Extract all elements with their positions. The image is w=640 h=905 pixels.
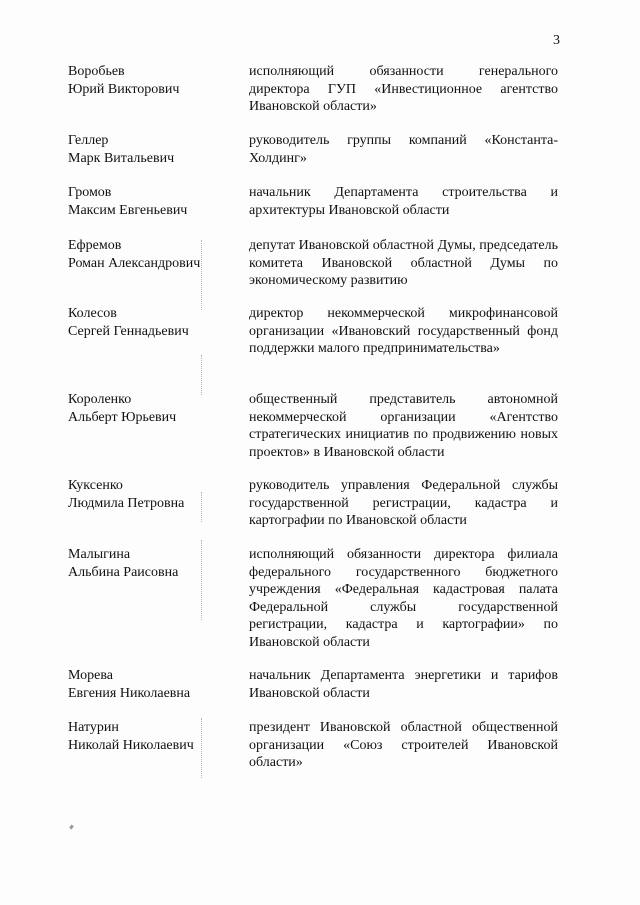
member-name: [68, 667, 238, 702]
member-name: [68, 132, 238, 167]
member-position: руководитель группы компаний «Константа-Холдинг»: [249, 133, 558, 166]
scan-artifact-line: [201, 492, 203, 522]
member-surname: Громов: [68, 185, 112, 200]
member-position: исполняющий обязанности директора филиала федерального государственного бюджетного учреждения «Федеральная кадастровая палата Федеральной службы государственной регистрации, кадастра и картографии» по Ивановской области: [249, 547, 558, 650]
member-name: [68, 237, 238, 272]
member-position: начальник Департамента энергетики и тарифов Ивановской области: [249, 668, 558, 701]
member-given-names: Альберт Юрьевич: [68, 409, 177, 425]
scan-artifact-line: [201, 718, 203, 778]
member-name: [68, 546, 238, 581]
member-given-names: Сергей Геннадьевич: [68, 323, 189, 339]
member-given-names: Людмила Петровна: [68, 495, 185, 511]
member-surname: Короленко: [68, 392, 132, 407]
member-given-names: Евгения Николаевна: [68, 685, 191, 701]
member-surname: Ефремов: [68, 238, 122, 253]
member-surname: Воробьев: [68, 64, 125, 79]
scan-artifact-line: [201, 540, 203, 620]
member-name: [68, 391, 238, 426]
member-given-names: Юрий Викторович: [68, 81, 180, 97]
member-name: [68, 184, 238, 219]
member-position: директор некоммерческой микрофинансовой организации «Ивановский государственный фонд поддержки малого предпринимательства»: [249, 306, 558, 357]
member-surname: Колесов: [68, 306, 117, 321]
member-name: [68, 305, 238, 340]
member-position: исполняющий обязанности генерального директора ГУП «Инвестиционное агентство Ивановской области»: [249, 64, 558, 115]
member-given-names: Марк Витальевич: [68, 150, 175, 166]
member-surname: Морева: [68, 668, 113, 683]
member-position: депутат Ивановской областной Думы, председатель комитета Ивановской областной Думы по экономическому развитию: [249, 238, 558, 289]
member-surname: Натурин: [68, 720, 119, 735]
scan-artifact-line: [201, 355, 203, 395]
member-surname: Куксенко: [68, 478, 123, 493]
member-name: [68, 477, 238, 512]
member-position: президент Ивановской областной общественной организации «Союз строителей Ивановской области»: [249, 720, 558, 771]
member-surname: Малыгина: [68, 547, 131, 562]
member-given-names: Николай Николаевич: [68, 737, 194, 753]
page-number: 3: [553, 33, 560, 48]
member-position: руководитель управления Федеральной службы государственной регистрации, кадастра и картографии по Ивановской области: [249, 478, 558, 529]
member-position: начальник Департамента строительства и архитектуры Ивановской области: [249, 185, 558, 218]
member-name: [68, 63, 238, 98]
member-given-names: Роман Александрович: [68, 255, 201, 271]
scan-artifact-speck: [69, 825, 74, 830]
member-given-names: Альбина Раисовна: [68, 564, 179, 580]
member-position: общественный представитель автономной некоммерческой организации «Агентство стратегических инициатив по продвижению новых проектов» в Ивановской области: [249, 392, 558, 460]
scan-artifact-line: [201, 240, 203, 310]
member-name: [68, 719, 238, 754]
member-given-names: Максим Евгеньевич: [68, 202, 188, 218]
member-surname: Геллер: [68, 133, 109, 148]
